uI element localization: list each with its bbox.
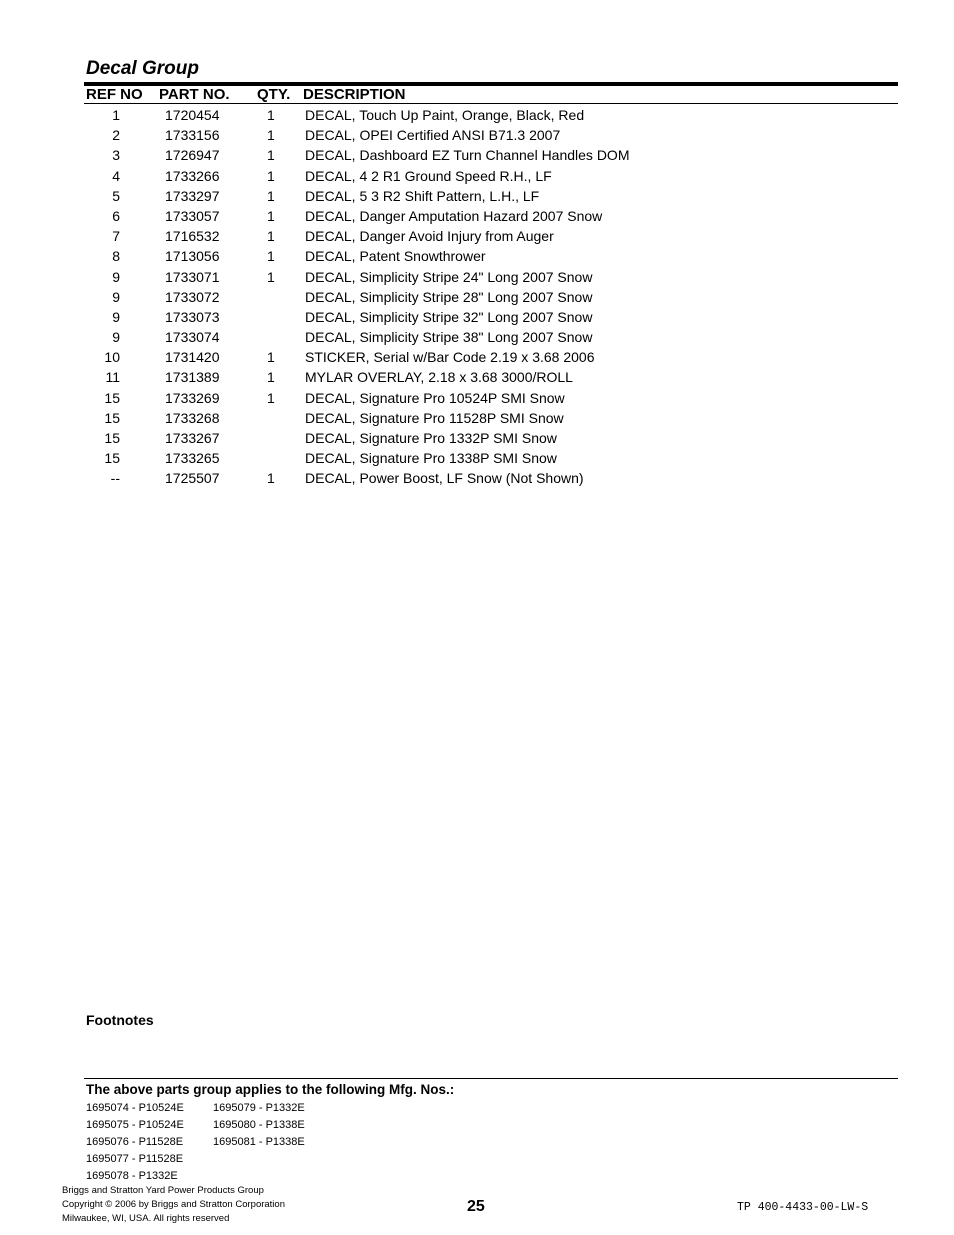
description-cell: DECAL, 4 2 R1 Ground Speed R.H., LF: [305, 167, 552, 184]
ref-no-cell: 10: [104, 349, 120, 366]
qty-cell: 1: [267, 268, 275, 285]
ref-no-cell: 15: [104, 389, 120, 406]
ref-no-cell: 15: [104, 409, 120, 426]
table-row: [0, 329, 954, 349]
description-cell: DECAL, Signature Pro 1332P SMI Snow: [305, 430, 557, 446]
qty-cell: 1: [267, 228, 275, 245]
company-line: Briggs and Stratton Yard Power Products Group: [62, 1185, 264, 1196]
table-row: [0, 470, 954, 490]
part-no-cell: 1731420: [165, 349, 220, 366]
qty-cell: 1: [267, 127, 275, 144]
mfg-number: 1695078 - P1332E: [86, 1170, 178, 1182]
qty-cell: 1: [267, 248, 275, 265]
table-row: [0, 410, 954, 430]
description-cell: DECAL, 5 3 R2 Shift Pattern, L.H., LF: [305, 187, 540, 204]
table-row: [0, 369, 954, 389]
description-cell: MYLAR OVERLAY, 2.18 x 3.68 3000/ROLL: [305, 369, 573, 386]
part-no-cell: 1713056: [165, 248, 220, 265]
table-row: [0, 168, 954, 188]
ref-no-cell: 6: [112, 207, 120, 224]
description-cell: DECAL, Signature Pro 10524P SMI Snow: [305, 389, 565, 406]
part-no-cell: 1733072: [165, 288, 220, 305]
ref-no-cell: 7: [112, 228, 120, 245]
part-no-cell: 1720454: [165, 107, 220, 123]
description-cell: DECAL, Simplicity Stripe 38" Long 2007 Snow: [305, 329, 593, 346]
qty-cell: 1: [267, 167, 275, 184]
description-cell: DECAL, Dashboard EZ Turn Channel Handles DOM: [305, 147, 630, 164]
mfg-divider: [84, 1078, 898, 1079]
mfg-list-right: [213, 1100, 305, 1151]
qty-cell: 1: [267, 107, 275, 123]
ref-no-cell: 2: [112, 127, 120, 144]
mfg-number: 1695076 - P11528E: [86, 1136, 184, 1148]
part-no-cell: 1733269: [165, 389, 220, 406]
company-info: [62, 1184, 285, 1226]
description-cell: DECAL, OPEI Certified ANSI B71.3 2007: [305, 127, 561, 144]
ref-no-cell: 3: [112, 147, 120, 164]
description-cell: DECAL, Signature Pro 11528P SMI Snow: [305, 409, 564, 426]
table-row: [0, 208, 954, 228]
part-no-cell: 1733071: [165, 268, 220, 285]
table-row: [0, 289, 954, 309]
part-no-cell: 1733074: [165, 329, 220, 346]
parts-table: [0, 107, 954, 491]
ref-no-cell: --: [110, 470, 120, 487]
table-header: [0, 86, 954, 103]
table-row: [0, 107, 954, 127]
qty-cell: 1: [267, 147, 275, 164]
table-row: [0, 309, 954, 329]
part-no-cell: 1726947: [165, 147, 220, 164]
description-cell: DECAL, Signature Pro 1338P SMI Snow: [305, 450, 557, 467]
table-row: [0, 127, 954, 147]
part-no-cell: 1733268: [165, 409, 220, 426]
company-line: Copyright © 2006 by Briggs and Stratton Corporation: [62, 1199, 285, 1210]
part-no-cell: 1733266: [165, 167, 220, 184]
part-no-cell: 1733297: [165, 187, 220, 204]
description-cell: DECAL, Danger Avoid Injury from Auger: [305, 228, 554, 245]
ref-no-cell: 15: [104, 430, 120, 446]
table-row: [0, 147, 954, 167]
part-no-cell: 1733156: [165, 127, 220, 144]
mfg-number: 1695077 - P11528E: [86, 1153, 184, 1165]
description-cell: DECAL, Danger Amputation Hazard 2007 Snow: [305, 207, 603, 224]
qty-cell: 1: [267, 369, 275, 386]
part-no-cell: 1733057: [165, 207, 220, 224]
header-divider: [84, 103, 898, 104]
mfg-title: The above parts group applies to the following Mfg. Nos.:: [86, 1082, 455, 1097]
ref-no-cell: 15: [104, 450, 120, 467]
ref-no-cell: 8: [112, 248, 120, 265]
qty-cell: 1: [267, 349, 275, 366]
table-row: [0, 228, 954, 248]
ref-no-cell: 9: [112, 288, 120, 305]
part-no-cell: 1725507: [165, 470, 220, 487]
header-qty: QTY.: [257, 86, 291, 103]
description-cell: DECAL, Patent Snowthrower: [305, 248, 486, 265]
description-cell: DECAL, Simplicity Stripe 28" Long 2007 Snow: [305, 288, 593, 305]
table-row: [0, 188, 954, 208]
mfg-number: 1695081 - P1338E: [213, 1136, 305, 1148]
mfg-list-left: [86, 1100, 184, 1185]
qty-cell: 1: [267, 389, 275, 406]
part-no-cell: 1733267: [165, 430, 220, 446]
part-no-cell: 1733265: [165, 450, 220, 467]
table-row: [0, 390, 954, 410]
part-no-cell: 1716532: [165, 228, 220, 245]
mfg-number: 1695075 - P10524E: [86, 1119, 184, 1131]
table-row: [0, 430, 954, 450]
description-cell: DECAL, Simplicity Stripe 24" Long 2007 Snow: [305, 268, 593, 285]
mfg-number: 1695079 - P1332E: [213, 1102, 305, 1114]
document-code: TP 400-4433-00-LW-S: [737, 1201, 869, 1214]
ref-no-cell: 9: [112, 268, 120, 285]
qty-cell: 1: [267, 207, 275, 224]
description-cell: STICKER, Serial w/Bar Code 2.19 x 3.68 2006: [305, 349, 595, 366]
description-cell: DECAL, Touch Up Paint, Orange, Black, Red: [305, 107, 585, 123]
qty-cell: 1: [267, 187, 275, 204]
page-number: 25: [467, 1198, 485, 1215]
header-description: DESCRIPTION: [303, 86, 406, 103]
table-row: [0, 450, 954, 470]
part-no-cell: 1733073: [165, 308, 220, 325]
qty-cell: 1: [267, 470, 275, 487]
mfg-number: 1695080 - P1338E: [213, 1119, 305, 1131]
table-row: [0, 349, 954, 369]
mfg-number: 1695074 - P10524E: [86, 1102, 184, 1114]
company-line: Milwaukee, WI, USA. All rights reserved: [62, 1213, 230, 1224]
part-no-cell: 1731389: [165, 369, 220, 386]
ref-no-cell: 9: [112, 329, 120, 346]
description-cell: DECAL, Simplicity Stripe 32" Long 2007 Snow: [305, 308, 593, 325]
page-title: Decal Group: [86, 58, 199, 79]
footnotes-heading: Footnotes: [86, 1012, 154, 1028]
ref-no-cell: 9: [112, 308, 120, 325]
ref-no-cell: 1: [112, 107, 120, 123]
ref-no-cell: 11: [105, 369, 120, 386]
description-cell: DECAL, Power Boost, LF Snow (Not Shown): [305, 470, 584, 487]
header-part-no: PART NO.: [159, 86, 230, 103]
ref-no-cell: 4: [112, 167, 120, 184]
table-row: [0, 269, 954, 289]
header-ref-no: REF NO: [86, 86, 143, 103]
ref-no-cell: 5: [112, 187, 120, 204]
table-row: [0, 248, 954, 268]
